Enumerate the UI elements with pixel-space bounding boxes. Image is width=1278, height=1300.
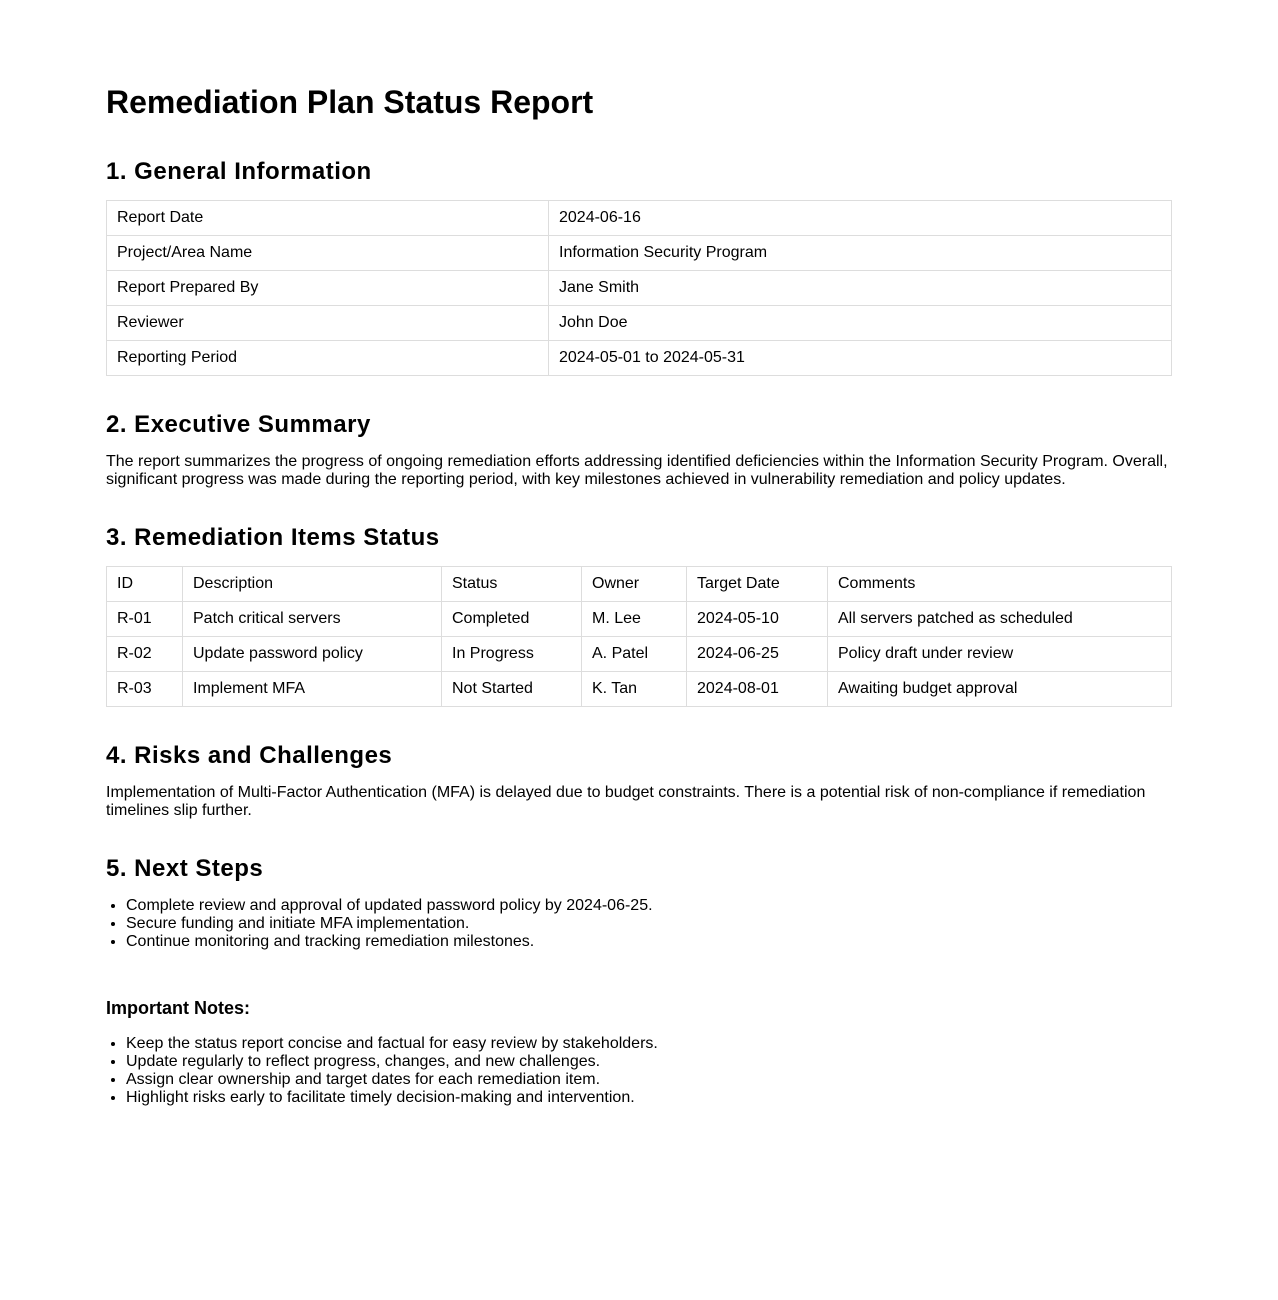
- item-owner: K. Tan: [582, 672, 687, 707]
- item-comments: Awaiting budget approval: [828, 672, 1172, 707]
- risks-text: Implementation of Multi-Factor Authentication (MFA) is delayed due to budget constraints. There is a potential risk of non-compliance if remediation timelines slip further.: [106, 784, 1146, 819]
- row-label: Reporting Period: [107, 341, 549, 376]
- row-value: Information Security Program: [549, 236, 1172, 271]
- column-header: Status: [442, 567, 582, 602]
- row-value: 2024-05-01 to 2024-05-31: [549, 341, 1172, 376]
- executive-summary-section: [106, 411, 1172, 489]
- table-row: [107, 236, 1172, 271]
- column-header: ID: [107, 567, 183, 602]
- row-value: John Doe: [549, 306, 1172, 341]
- list-item: • Complete review and approval of updated password policy by 2024-06-25.: [126, 897, 1172, 915]
- list-item: • Assign clear ownership and target dates for each remediation item.: [126, 1071, 1172, 1089]
- row-label: Reviewer: [107, 306, 549, 341]
- item-description: Implement MFA: [183, 672, 442, 707]
- list-item: • Highlight risks early to facilitate timely decision-making and intervention.: [126, 1089, 1172, 1107]
- item-description: Patch critical servers: [183, 602, 442, 637]
- item-id: R-03: [107, 672, 183, 707]
- table-row: [107, 271, 1172, 306]
- executive-summary-heading: 2. Executive Summary: [106, 411, 371, 438]
- column-header: Target Date: [687, 567, 828, 602]
- table-header-row: [107, 567, 1172, 602]
- item-id: R-02: [107, 637, 183, 672]
- general-information-table: [106, 200, 1172, 376]
- remediation-items-section: [106, 524, 1172, 707]
- item-comments: All servers patched as scheduled: [828, 602, 1172, 637]
- general-information-heading: 1. General Information: [106, 158, 372, 185]
- item-owner: M. Lee: [582, 602, 687, 637]
- list-item: • Continue monitoring and tracking remediation milestones.: [126, 933, 1172, 951]
- item-target-date: 2024-08-01: [687, 672, 828, 707]
- next-steps-list: [106, 897, 1172, 951]
- row-value: Jane Smith: [549, 271, 1172, 306]
- item-owner: A. Patel: [582, 637, 687, 672]
- list-item: • Secure funding and initiate MFA implementation.: [126, 915, 1172, 933]
- table-row: [107, 201, 1172, 236]
- list-item: • Keep the status report concise and factual for easy review by stakeholders.: [126, 1035, 1172, 1053]
- row-label: Report Date: [107, 201, 549, 236]
- important-notes-section: [106, 997, 1172, 1107]
- item-target-date: 2024-05-10: [687, 602, 828, 637]
- item-target-date: 2024-06-25: [687, 637, 828, 672]
- table-row: [107, 637, 1172, 672]
- table-row: [107, 602, 1172, 637]
- item-status: Completed: [442, 602, 582, 637]
- column-header: Description: [183, 567, 442, 602]
- general-information-section: [106, 158, 1172, 376]
- important-notes-heading: Important Notes:: [106, 998, 250, 1018]
- risks-heading: 4. Risks and Challenges: [106, 742, 393, 769]
- item-id: R-01: [107, 602, 183, 637]
- row-label: Project/Area Name: [107, 236, 549, 271]
- table-row: [107, 672, 1172, 707]
- item-status: In Progress: [442, 637, 582, 672]
- next-steps-heading: 5. Next Steps: [106, 855, 264, 882]
- list-item: • Update regularly to reflect progress, changes, and new challenges.: [126, 1053, 1172, 1071]
- executive-summary-text: The report summarizes the progress of ongoing remediation efforts addressing identified deficiencies within the Information Security Program. Overall, significant progress was made during the reporting period, with key milestones achieved in vulnerability remediation and policy updates.: [106, 453, 1168, 488]
- page-title: Remediation Plan Status Report: [106, 84, 594, 120]
- column-header: Owner: [582, 567, 687, 602]
- important-notes-list: [106, 1035, 1172, 1107]
- item-description: Update password policy: [183, 637, 442, 672]
- row-label: Report Prepared By: [107, 271, 549, 306]
- item-comments: Policy draft under review: [828, 637, 1172, 672]
- table-row: [107, 306, 1172, 341]
- table-row: [107, 341, 1172, 376]
- remediation-items-heading: 3. Remediation Items Status: [106, 524, 440, 551]
- column-header: Comments: [828, 567, 1172, 602]
- item-status: Not Started: [442, 672, 582, 707]
- risks-section: [106, 742, 1172, 820]
- remediation-items-table: [106, 566, 1172, 707]
- row-value: 2024-06-16: [549, 201, 1172, 236]
- next-steps-section: [106, 855, 1172, 951]
